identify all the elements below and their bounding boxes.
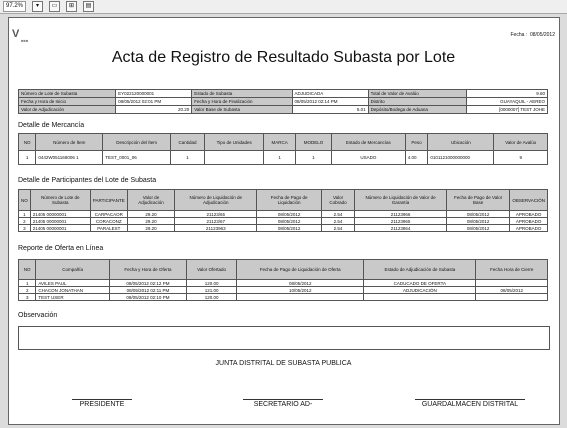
participants-cell: 08/05/2012	[257, 225, 322, 232]
merch-cell: 1	[170, 151, 204, 165]
participants-cell: 21405 00000001	[30, 225, 90, 232]
offers-cell: 10/05/2012	[237, 287, 364, 294]
offers-cell: 2	[19, 287, 36, 294]
merch-cell: 0442W051168006 1	[36, 151, 103, 165]
merch-header: Descripción del Ítem	[103, 134, 171, 151]
info-row	[19, 98, 548, 106]
participants-cell: 21123965	[355, 218, 447, 225]
participants-cell: 3	[19, 225, 31, 232]
merch-cell: 1	[264, 151, 295, 165]
date-value: 08/05/2012	[529, 32, 555, 38]
signature-secretario	[243, 399, 323, 408]
offers-row	[19, 287, 548, 294]
dropdown-arrow-icon[interactable]: ▾	[32, 1, 43, 12]
participants-cell: APROBADO	[510, 218, 548, 225]
offers-cell: 08/05/2012 02:12 PM	[109, 280, 186, 287]
offers-cell: 120.00	[186, 294, 236, 301]
participants-cell: PARALEST	[90, 225, 127, 232]
signature-presidente	[72, 399, 132, 408]
offers-section-title: Reporte de Oferta en Línea	[18, 245, 104, 252]
participants-header: Fecha de Pago de Liquidación	[257, 190, 322, 211]
info-label: Estado de Subasta	[192, 90, 292, 98]
participants-cell: APROBADO	[510, 211, 548, 218]
offers-header: Valor Ofertado	[186, 260, 236, 280]
offers-cell: 08/05/2012 02:10 PM	[109, 294, 186, 301]
merch-header: MODELO	[295, 134, 331, 151]
offers-cell: 08/05/2012 02:11 PM	[109, 287, 186, 294]
offers-cell	[476, 294, 548, 301]
info-value: GUAYAQUIL - AEREO	[467, 98, 548, 106]
merch-section-title: Detalle de Mercancía	[18, 122, 85, 129]
info-row	[19, 106, 548, 114]
junta-title: JUNTA DISTRITAL DE SUBASTA PUBLICA	[215, 360, 352, 367]
offers-cell	[237, 294, 364, 301]
offers-cell: ADJUDICACIÓN	[364, 287, 476, 294]
participants-cell: 21405 00000001	[30, 218, 90, 225]
offers-cell: 08/05/2012	[237, 280, 364, 287]
merch-header: Ubicación	[428, 134, 494, 151]
info-value: [0000007] TEST JOHE	[467, 106, 548, 114]
participants-header: Valor Cobrado	[321, 190, 354, 211]
participants-cell: 21123966	[355, 211, 447, 218]
info-label: Valor de Adjudicación	[19, 106, 116, 114]
offers-cell: CHACON JONATHAN	[36, 287, 110, 294]
merch-cell: TEST_0001_06	[103, 151, 171, 165]
participants-header: OBSERVACIÓN	[510, 190, 548, 211]
info-label: Fecha y Hora de Finalización	[192, 98, 292, 106]
merch-cell: 4.00	[405, 151, 428, 165]
merch-cell: 1	[295, 151, 331, 165]
participants-cell: 2.54	[321, 225, 354, 232]
merch-cell: 9	[494, 151, 548, 165]
participants-table	[18, 189, 548, 232]
participants-header: PARTICIPANTE	[90, 190, 127, 211]
institution-logo: V ■■■	[12, 28, 29, 43]
date-label: Fecha :	[510, 32, 528, 38]
merch-cell: 1	[19, 151, 36, 165]
page-title: Acta de Registro de Resultado Subasta por Lote	[111, 49, 456, 66]
info-label: Depósito/Bodega de Aduana	[368, 106, 467, 114]
offers-cell: 120.00	[186, 280, 236, 287]
participants-cell: CARPACAOR	[90, 211, 127, 218]
merch-header: NO	[19, 134, 36, 151]
participants-header: Valor de Adjudicación	[127, 190, 174, 211]
signature-secretario-label: SECRETARIO AD-	[253, 401, 313, 408]
offers-header: Fecha y Hora de Oferta	[109, 260, 186, 280]
merch-cell: 0101121000000000	[428, 151, 494, 165]
observacion-box	[18, 326, 550, 350]
viewer-toolbar	[0, 0, 567, 14]
participants-row	[19, 225, 548, 232]
offers-cell: 1	[19, 280, 36, 287]
participants-row	[19, 218, 548, 225]
participants-header: Número de Liquidación de Valor de Garantía	[355, 190, 447, 211]
info-table	[18, 89, 548, 114]
fit-page-icon[interactable]: ⊞	[66, 1, 77, 12]
info-value: 08/05/2012 02:01 PM	[116, 98, 192, 106]
offers-cell: CADUCADO DE OFERTA	[364, 280, 476, 287]
offers-row	[19, 280, 548, 287]
participants-header: NO	[19, 190, 31, 211]
participants-cell: 29.20	[127, 225, 174, 232]
participants-cell: 2.54	[321, 211, 354, 218]
offers-header: Fecha de Pago de Liquidación de Oferta	[237, 260, 364, 280]
participants-cell: APROBADO	[510, 225, 548, 232]
merch-header: Peso	[405, 134, 428, 151]
info-value: 9.60	[467, 90, 548, 98]
participants-cell: 08/05/2012	[257, 218, 322, 225]
offers-header: Estado de Adjudicación de Subasta	[364, 260, 476, 280]
participants-cell: 08/05/2012	[446, 211, 509, 218]
info-label: Total de Valor de Avalúo	[368, 90, 467, 98]
offers-header: NO	[19, 260, 36, 280]
signature-guardalmacen-label: GUARDALMACEN DISTRITAL	[421, 401, 519, 408]
page-icon[interactable]: ▭	[49, 1, 60, 12]
signature-presidente-label: PRESIDENTE	[79, 401, 125, 408]
info-value: 08/05/2012 02:14 PM	[292, 98, 368, 106]
participants-cell: 21123864	[355, 225, 447, 232]
offers-header: Compañía	[36, 260, 110, 280]
participants-cell: 08/05/2012	[446, 218, 509, 225]
merch-header: Estado de Mercancías	[332, 134, 406, 151]
participants-cell: CORACONZ	[90, 218, 127, 225]
offers-cell: 08/05/2012	[476, 287, 548, 294]
participants-cell: 1	[19, 211, 31, 218]
merch-header: Tipo de Unidades	[205, 134, 264, 151]
offers-cell: 121.00	[186, 287, 236, 294]
merch-header: Cantidad	[170, 134, 204, 151]
participants-cell: 21405 00000001	[30, 211, 90, 218]
offers-cell: AVILES PAUL	[36, 280, 110, 287]
observacion-label: Observación	[18, 312, 58, 319]
participants-row	[19, 211, 548, 218]
info-value: EY022120000001	[116, 90, 192, 98]
participants-cell: 2.54	[321, 218, 354, 225]
document-icon[interactable]: ▤	[83, 1, 94, 12]
participants-header: Número de Lote de Subasta	[30, 190, 90, 211]
participants-cell: 08/05/2012	[446, 225, 509, 232]
participants-cell: 21123/65	[175, 211, 257, 218]
info-label: Número de Lote de Subasta	[19, 90, 116, 98]
participants-cell: 29.20	[127, 218, 174, 225]
offers-row	[19, 294, 548, 301]
merch-header: Número de Ítem	[36, 134, 103, 151]
merch-table	[18, 133, 548, 165]
participants-cell: 21123963	[175, 225, 257, 232]
info-value: ADJUDICADA	[292, 90, 368, 98]
merch-header: MARCA	[264, 134, 295, 151]
participants-cell: 2	[19, 218, 31, 225]
signature-guardalmacen	[415, 399, 525, 408]
offers-header: Fecha Hora de Cierre	[476, 260, 548, 280]
merch-cell	[205, 151, 264, 165]
participants-section-title: Detalle de Participantes del Lote de Subasta	[18, 177, 157, 184]
participants-cell: 08/05/2012	[257, 211, 322, 218]
report-date	[511, 32, 556, 38]
info-row	[19, 90, 548, 98]
merch-row	[19, 151, 548, 165]
offers-cell: 3	[19, 294, 36, 301]
info-label: Valor Base de Subasta	[192, 106, 292, 114]
participants-cell: 29.20	[127, 211, 174, 218]
info-value: 20.20	[116, 106, 192, 114]
info-value: 5.01	[292, 106, 368, 114]
info-label: Fecha y Hora de Inicio	[19, 98, 116, 106]
offers-table	[18, 259, 548, 301]
info-label: Distrito	[368, 98, 467, 106]
offers-cell	[476, 280, 548, 287]
participants-cell: 21123/67	[175, 218, 257, 225]
offers-cell: TEST USER	[36, 294, 110, 301]
offers-cell	[364, 294, 476, 301]
participants-header: Número de Liquidación de Adjudicación	[175, 190, 257, 211]
merch-header: Valor de Avalúo	[494, 134, 548, 151]
participants-header: Fecha de Pago de Valor Base	[446, 190, 509, 211]
merch-cell: USADO	[332, 151, 406, 165]
zoom-field[interactable]: 97.2%	[3, 1, 26, 12]
